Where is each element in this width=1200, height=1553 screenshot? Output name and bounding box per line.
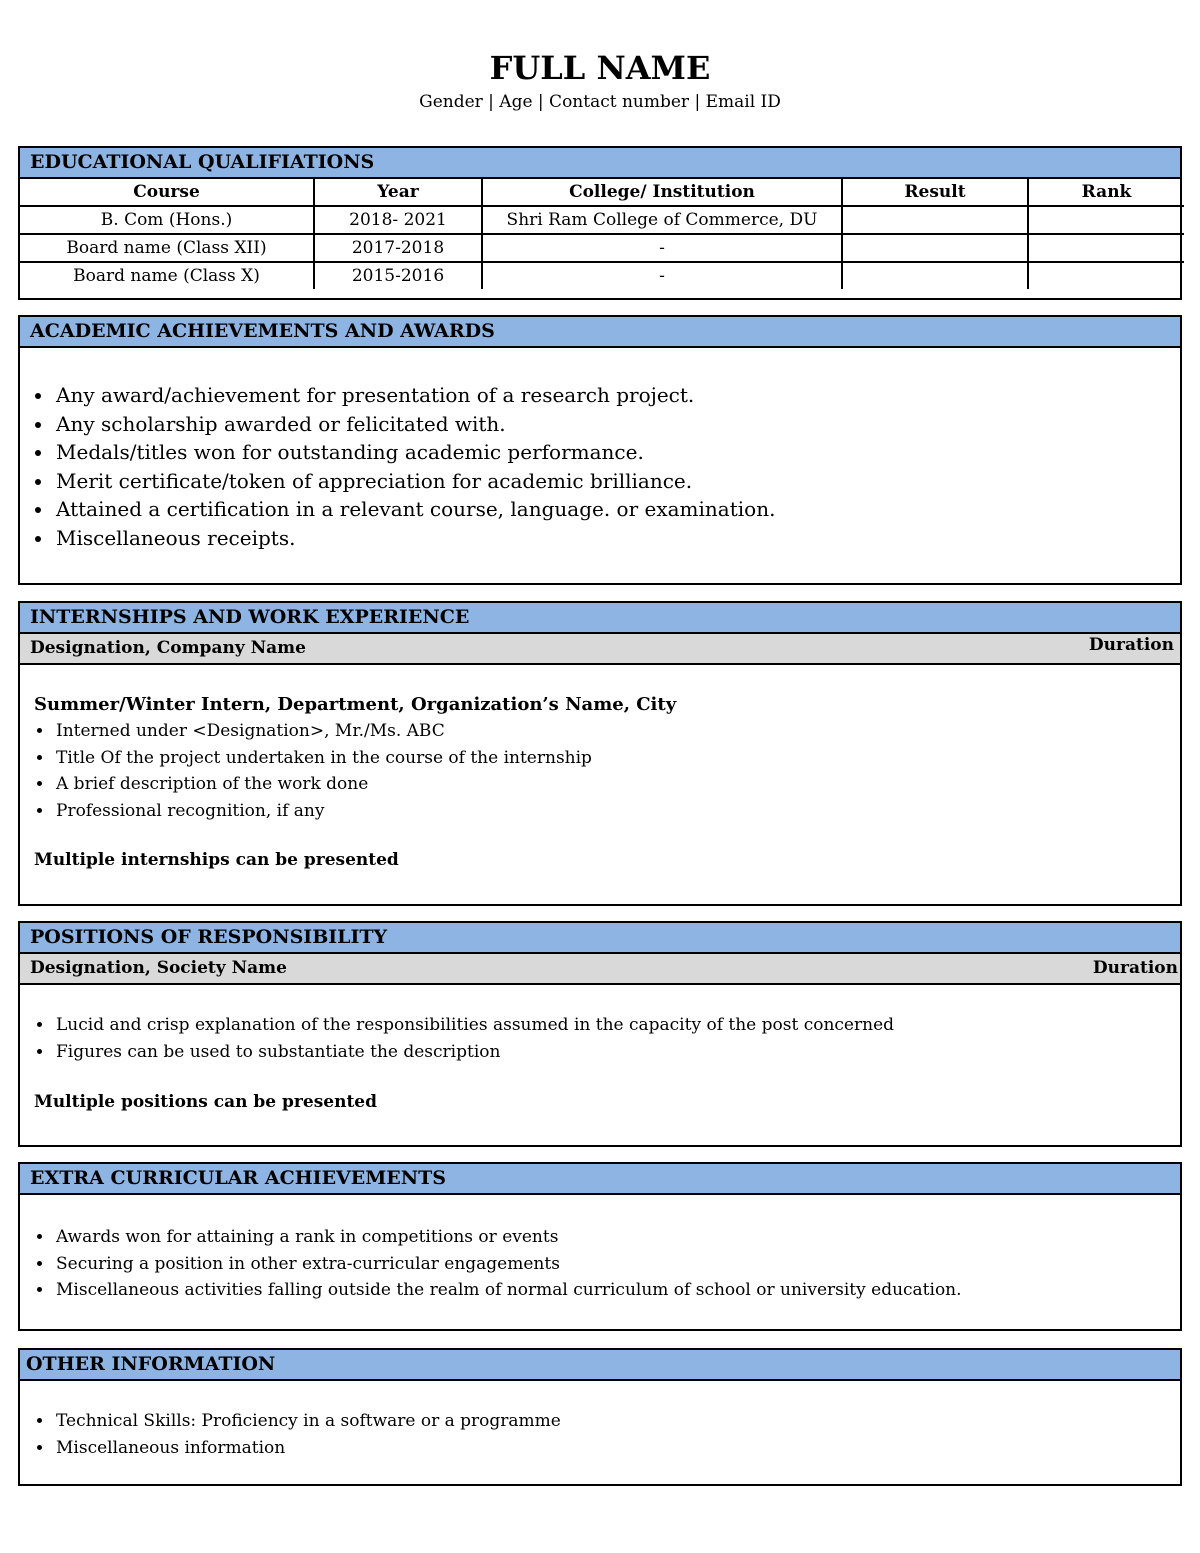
cell-year: 2018- 2021 xyxy=(314,206,482,234)
cell-year: 2015-2016 xyxy=(314,262,482,289)
table-row xyxy=(20,234,1184,262)
table-row xyxy=(20,206,1184,234)
cell-result xyxy=(842,206,1028,234)
internship-footer: Multiple internships can be presented xyxy=(34,850,399,870)
cell-course: B. Com (Hons.) xyxy=(20,206,314,234)
positions-list xyxy=(20,1012,1180,1065)
designation-company: Designation, Company Name xyxy=(30,638,306,658)
list-item: • Title Of the project undertaken in the course of the internship xyxy=(54,745,1180,772)
positions-footer: Multiple positions can be presented xyxy=(34,1092,378,1112)
other-section xyxy=(18,1348,1182,1486)
list-item: • Miscellaneous activities falling outside the realm of normal curriculum of school or university education. xyxy=(54,1277,1180,1304)
academic-title: ACADEMIC ACHIEVEMENTS AND AWARDS xyxy=(20,317,1180,348)
education-title: EDUCATIONAL QUALIFIATIONS xyxy=(20,148,1180,179)
internship-list xyxy=(20,718,1180,824)
list-item: • Miscellaneous receipts. xyxy=(54,524,1180,553)
full-name: FULL NAME xyxy=(489,49,711,87)
extra-section xyxy=(18,1162,1182,1331)
list-item: • Professional recognition, if any xyxy=(54,798,1180,825)
cell-rank xyxy=(1028,234,1184,262)
list-item: • Lucid and crisp explanation of the responsibilities assumed in the capacity of the post concerned xyxy=(54,1012,1180,1039)
extra-list xyxy=(20,1224,1180,1304)
list-item: • Any scholarship awarded or felicitated with. xyxy=(54,410,1180,439)
list-item: • Any award/achievement for presentation of a research project. xyxy=(54,381,1180,410)
academic-section xyxy=(18,315,1182,585)
contact-line: Gender | Age | Contact number | Email ID xyxy=(419,92,781,112)
cell-result xyxy=(842,234,1028,262)
cell-rank xyxy=(1028,262,1184,289)
list-item: • Technical Skills: Proficiency in a software or a programme xyxy=(54,1408,1180,1435)
cell-college: Shri Ram College of Commerce, DU xyxy=(482,206,842,234)
list-item: • Merit certificate/token of appreciation for academic brilliance. xyxy=(54,467,1180,496)
other-list xyxy=(20,1408,1180,1461)
extra-title: EXTRA CURRICULAR ACHIEVEMENTS xyxy=(20,1164,1180,1195)
list-item: • Awards won for attaining a rank in competitions or events xyxy=(54,1224,1180,1251)
education-section xyxy=(18,146,1182,300)
internship-lead: Summer/Winter Intern, Department, Organization’s Name, City xyxy=(34,694,677,715)
list-item: • Medals/titles won for outstanding academic performance. xyxy=(54,438,1180,467)
col-rank: Rank xyxy=(1028,179,1184,206)
cell-college: - xyxy=(482,234,842,262)
list-item: • Interned under <Designation>, Mr./Ms. ABC xyxy=(54,718,1180,745)
list-item: • Miscellaneous information xyxy=(54,1435,1180,1462)
cell-course: Board name (Class X) xyxy=(20,262,314,289)
internships-section xyxy=(18,601,1182,906)
positions-section xyxy=(18,921,1182,1147)
list-item: • Securing a position in other extra-curricular engagements xyxy=(54,1251,1180,1278)
education-table xyxy=(20,179,1184,289)
academic-list xyxy=(20,381,1180,553)
col-year: Year xyxy=(314,179,482,206)
cell-year: 2017-2018 xyxy=(314,234,482,262)
col-result: Result xyxy=(842,179,1028,206)
list-item: • A brief description of the work done xyxy=(54,771,1180,798)
col-course: Course xyxy=(20,179,314,206)
table-row xyxy=(20,262,1184,289)
table-header-row xyxy=(20,179,1184,206)
cell-college: - xyxy=(482,262,842,289)
internships-subheader xyxy=(20,634,1180,665)
cell-rank xyxy=(1028,206,1184,234)
internships-title: INTERNSHIPS AND WORK EXPERIENCE xyxy=(20,603,1180,634)
other-title: OTHER INFORMATION xyxy=(20,1350,1180,1381)
positions-title: POSITIONS OF RESPONSIBILITY xyxy=(20,923,1180,954)
list-item: • Figures can be used to substantiate the description xyxy=(54,1039,1180,1066)
duration-label: Duration xyxy=(1092,958,1178,978)
cell-course: Board name (Class XII) xyxy=(20,234,314,262)
list-item: • Attained a certification in a relevant course, language. or examination. xyxy=(54,495,1180,524)
duration-label: Duration xyxy=(1088,635,1174,655)
designation-society: Designation, Society Name xyxy=(30,958,287,978)
col-college: College/ Institution xyxy=(482,179,842,206)
resume-header xyxy=(0,48,1200,114)
cell-result xyxy=(842,262,1028,289)
positions-subheader xyxy=(20,954,1180,985)
